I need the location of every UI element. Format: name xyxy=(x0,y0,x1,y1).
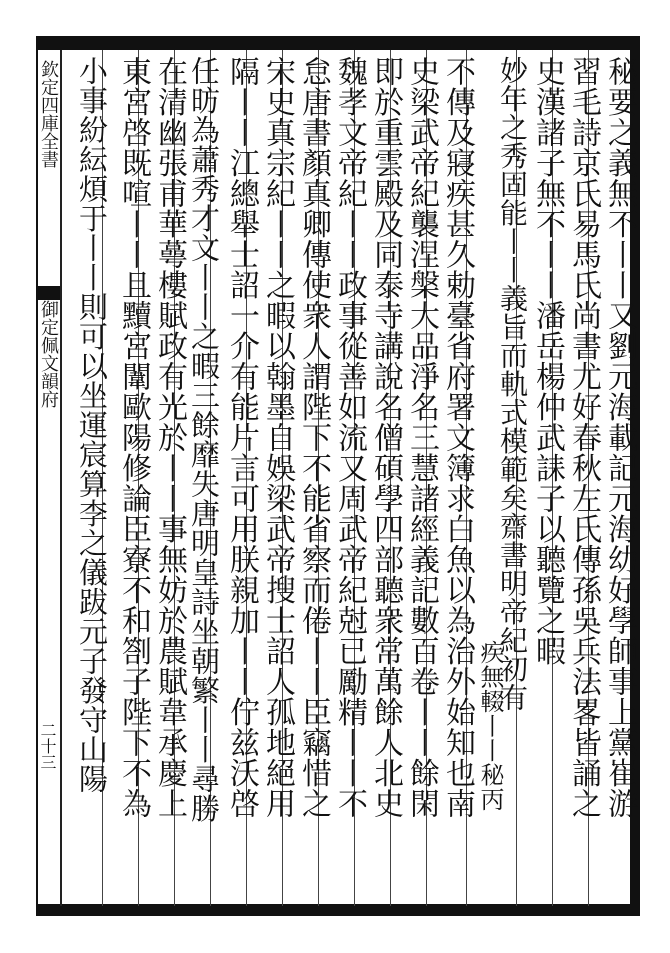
bottom-border xyxy=(36,904,640,916)
text-column: 史漢諸子無不丨丨潘岳楊仲武誄子以聽覽之暇 xyxy=(530,56,565,666)
text-column: 即於重雲殿及同泰寺講說名僧碩學四部聽衆常萬餘人北史 xyxy=(368,56,403,819)
text-column: 不傳及寢疾甚久勅臺省府署文簿求白魚以為治外始知也南 xyxy=(440,56,475,819)
page-number: 二十三 xyxy=(38,722,57,770)
text-column: 東宮啓既喧丨丨且黷宮闈歐陽修論臣寮不和劄子陛下不為 xyxy=(116,56,151,819)
text-column: 小事紛紜煩于丨丨則可以坐運宸算李之儀跋元子發守山陽 xyxy=(75,56,109,794)
text-column: 習毛詩京氏易馬氏尚書尤好春秋左氏傳孫吳兵法畧皆誦之 xyxy=(566,56,601,819)
text-column: 怠唐書顏真卿傳使衆人謂陛下不能省察而倦丨丨臣竊惜之 xyxy=(296,56,331,819)
text-column: 隔丨丨江總舉士詔一介有能片言可用朕親加丨丨佇兹沃啓 xyxy=(224,56,259,819)
text-column: 史梁武帝紀襲涅槃大品淨名三慧諸經義記數百卷丨丨餘閑 xyxy=(404,56,439,819)
text-column: 妙年之秀固能丨丨義旨而軌式模範矣齋書明帝紀初有 xyxy=(496,56,529,712)
margin-rule xyxy=(60,50,62,906)
text-column: 任昉為蕭秀才文丨丨之暇三餘靡失唐明皇詩坐朝繁丨丨尋勝 xyxy=(187,56,221,823)
fish-tail-mark xyxy=(36,286,60,300)
text-column: 在清幽張甫華蕚樓賦政有光於丨丨事無妨於農賦韋承慶上 xyxy=(152,56,187,819)
text-column-note: 疾無輟丨丨秘丙 xyxy=(476,640,504,812)
text-column: 秘要之義無不丨丨又劉元海載記元海幼好學師事上黨崔游 xyxy=(602,56,637,819)
text-column: 魏孝文帝紀丨丨政事從善如流又周武帝紀尅已勵精丨丨不 xyxy=(332,56,367,819)
work-title: 御定佩文韻府 xyxy=(38,300,59,408)
top-border xyxy=(36,36,640,50)
text-column: 宋史真宗紀丨丨之暇以翰墨自娛梁武帝搜士詔人孤地絕用 xyxy=(260,56,295,819)
book-title: 欽定四庫全書 xyxy=(38,60,59,168)
